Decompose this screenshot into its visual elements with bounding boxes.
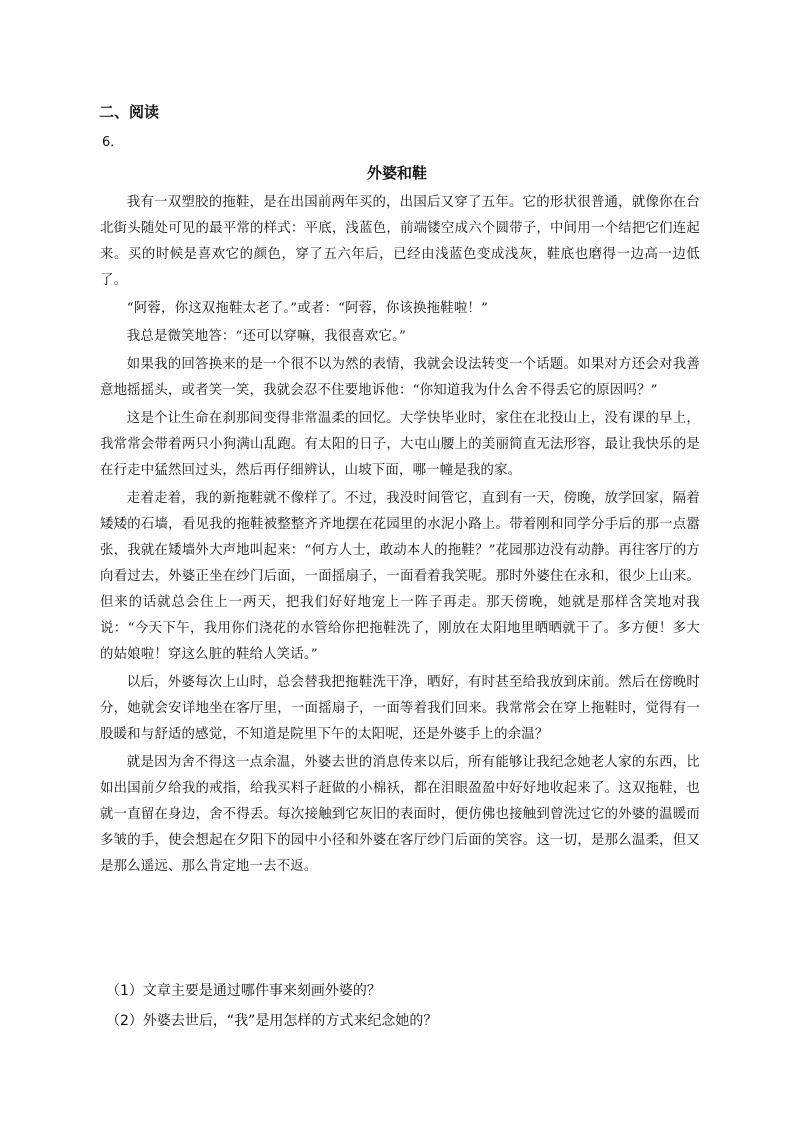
question-list	[100, 976, 700, 1036]
article-body	[100, 190, 700, 880]
paragraph: 如果我的回答换来的是一个很不以为然的表情，我就会设法转变一个话题。如果对方还会对我善意地摇摇头，或者笑一笑，我就会忍不住要地诉他：“你知道我为什么舍不得丢它的原因吗？”	[100, 357, 700, 398]
section-heading: 二、阅读	[99, 103, 160, 121]
article-title: 外婆和鞋	[366, 164, 427, 182]
question-number: 6．	[102, 135, 124, 150]
paragraph: 就是因为舍不得这一点余温，外婆去世的消息传来以后，所有能够让我纪念她老人家的东西，比如出国前夕给我的戒指，给我买料子赶做的小棉袄，都在泪眼盈盈中好好地收起来了。这双拖鞋，也就一直留在身边，舍不得丢。每次接触到它灰旧的表面时，便仿佛也接触到曾洗过它的外婆的温暖而多皱的手，使会想起在夕阳下的园中小径和外婆在客厅纱门后面的笑容。这一切，是那么温柔，但又是那么遥远、那么肯定地一去不返。	[100, 755, 700, 874]
question-item: （2）外婆去世后，“我”是用怎样的方式来纪念她的？	[106, 1013, 438, 1029]
paragraph: 走着走着，我的新拖鞋就不像样了。不过，我没时间管它，直到有一天，傍晚，放学回家，隔着矮矮的石墙，看见我的拖鞋被整整齐齐地摆在花园里的水泥小路上。带着刚和同学分手后的那一点嚣张，我就在矮墙外大声地叫起来：“何方人士，敢动本人的拖鞋？”花园那边没有动静。再往客厅的方向看过去，外婆正坐在纱门后面，一面摇扇子，一面看着我笑呢。那时外婆住在永和，很少上山来。但来的话就总会住上一两天，把我们好好地宠上一阵子再走。那天傍晚，她就是那样含笑地对我说：“今天下午，我用你们浇花的水管给你把拖鞋洗了，刚放在太阳地里晒晒就干了。多方便！多大的姑娘啦！穿这么脏的鞋给人笑话。”	[100, 491, 700, 662]
paragraph: “阿蓉，你这双拖鞋太老了。”或者：“阿蓉，你该换拖鞋啦！”	[126, 301, 489, 316]
paragraph: 以后，外婆每次上山时，总会替我把拖鞋洗干净，晒好，有时甚至给我放到床前。然后在傍晚时分，她就会安详地坐在客厅里，一面摇扇子，一面等着我们回来。我常常会在穿上拖鞋时，觉得有一股暖和与舒适的感觉，不知道是院里下午的太阳呢，还是外婆手上的余温？	[100, 675, 700, 742]
question-item: （1）文章主要是通过哪件事来刻画外婆的？	[106, 983, 381, 999]
paragraph: 这是个让生命在刹那间变得非常温柔的回忆。大学快毕业时，家住在北投山上，没有课的早上，我常常会带着两只小狗满山乱跑。有太阳的日子，大屯山腰上的美丽简直无法形容，最让我快乐的是在行走中猛然回过头，然后再仔细辨认，山坡下面，哪一幢是我的家。	[100, 411, 700, 478]
paragraph: 我有一双塑胶的拖鞋，是在出国前两年买的，出国后又穿了五年。它的形状很普通，就像你在台北街头随处可见的最平常的样式：平底，浅蓝色，前端镂空成六个圆带子，中间用一个结把它们连起来。买的时候是喜欢它的颜色，穿了五六年后，已经由浅蓝色变成浅灰，鞋底也磨得一边高一边低了。	[100, 195, 700, 288]
paragraph: 我总是微笑地答：“还可以穿嘛，我很喜欢它。”	[126, 329, 406, 344]
